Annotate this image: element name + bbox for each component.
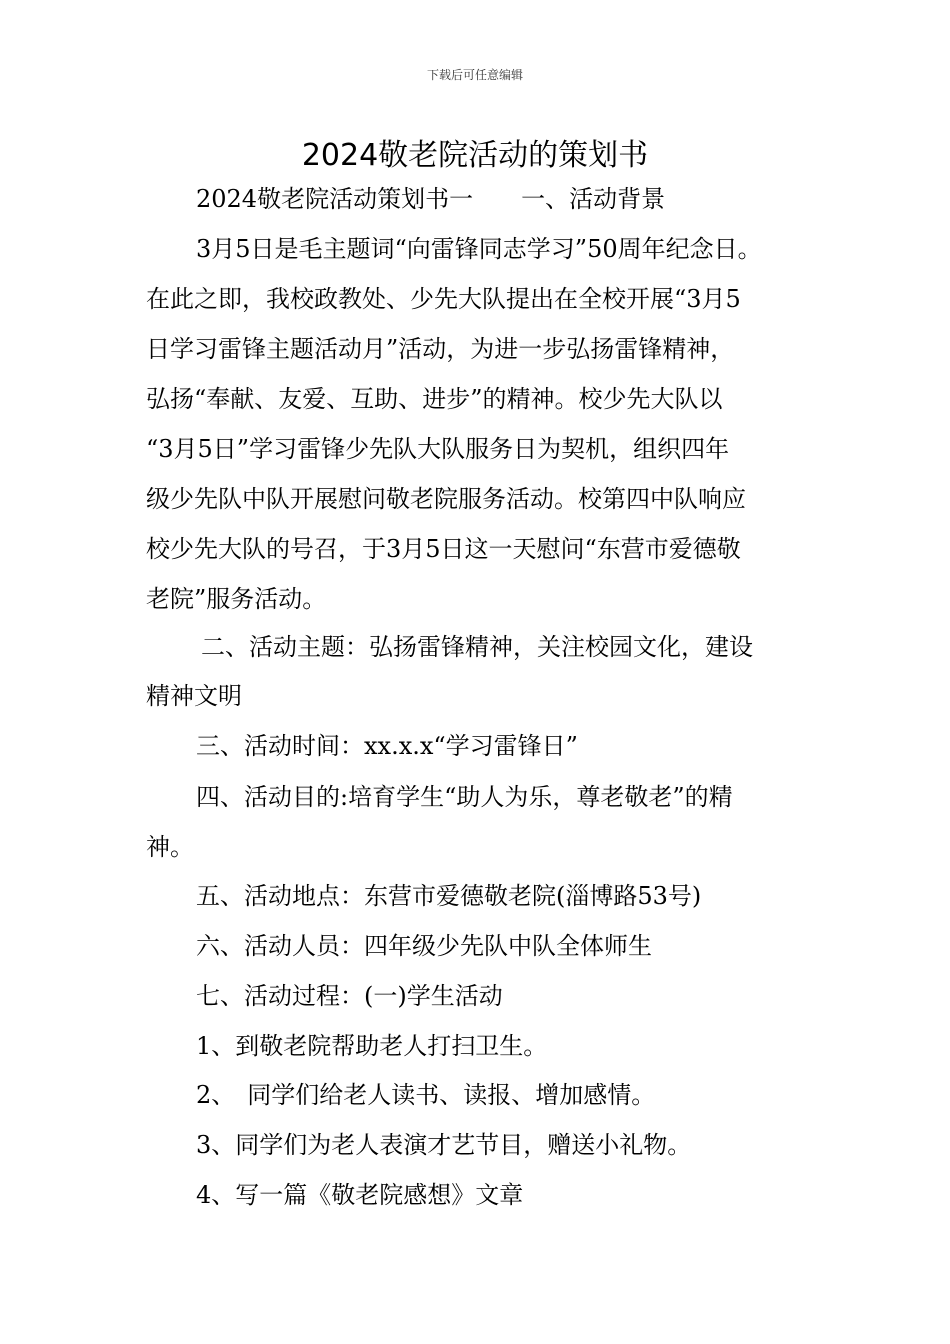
body-line: 六、活动人员：四年级少先队中队全体师生	[196, 932, 652, 960]
body-line: 在此之即，我校政教处、少先大队提出在全校开展“3月5	[146, 285, 741, 313]
body-line: 日学习雷锋主题活动月”活动，为进一步弘扬雷锋精神，	[146, 335, 735, 363]
body-line: 2024敬老院活动策划书一 一、活动背景	[196, 185, 666, 213]
body-line: 3月5日是毛主题词“向雷锋同志学习”50周年纪念日。	[196, 235, 762, 263]
body-line: 弘扬“奉献、友爱、互助、进步”的精神。校少先大队以	[146, 385, 723, 413]
body-line: 四、活动目的:培育学生“助人为乐，尊老敬老”的精	[196, 783, 733, 811]
body-line: 七、活动过程：(一)学生活动	[196, 982, 503, 1010]
body-line: 校少先大队的号召，于3月5日这一天慰问“东营市爱德敬	[146, 535, 741, 563]
body-line: 2、 同学们给老人读书、读报、增加感情。	[196, 1081, 656, 1109]
body-line: 级少先队中队开展慰问敬老院服务活动。校第四中队响应	[146, 485, 746, 513]
body-line: 二、活动主题：弘扬雷锋精神，关注校园文化，建设	[201, 633, 753, 661]
body-line: 五、活动地点：东营市爱德敬老院(淄博路53号)	[196, 882, 702, 910]
body-line: 精神文明	[146, 682, 242, 710]
body-line: “3月5日”学习雷锋少先队大队服务日为契机，组织四年	[146, 435, 730, 463]
header-note: 下载后可任意编辑	[426, 68, 523, 82]
body-line: 老院”服务活动。	[146, 585, 327, 613]
body-line: 1、到敬老院帮助老人打扫卫生。	[196, 1032, 548, 1060]
body-line: 神。	[146, 833, 194, 861]
body-line: 4、写一篇《敬老院感想》文章	[196, 1181, 524, 1209]
body-line: 三、活动时间：xx.x.x“学习雷锋日”	[196, 732, 578, 760]
document-title: 2024敬老院活动的策划书	[301, 138, 649, 173]
body-line: 3、同学们为老人表演才艺节目，赠送小礼物。	[196, 1131, 692, 1159]
